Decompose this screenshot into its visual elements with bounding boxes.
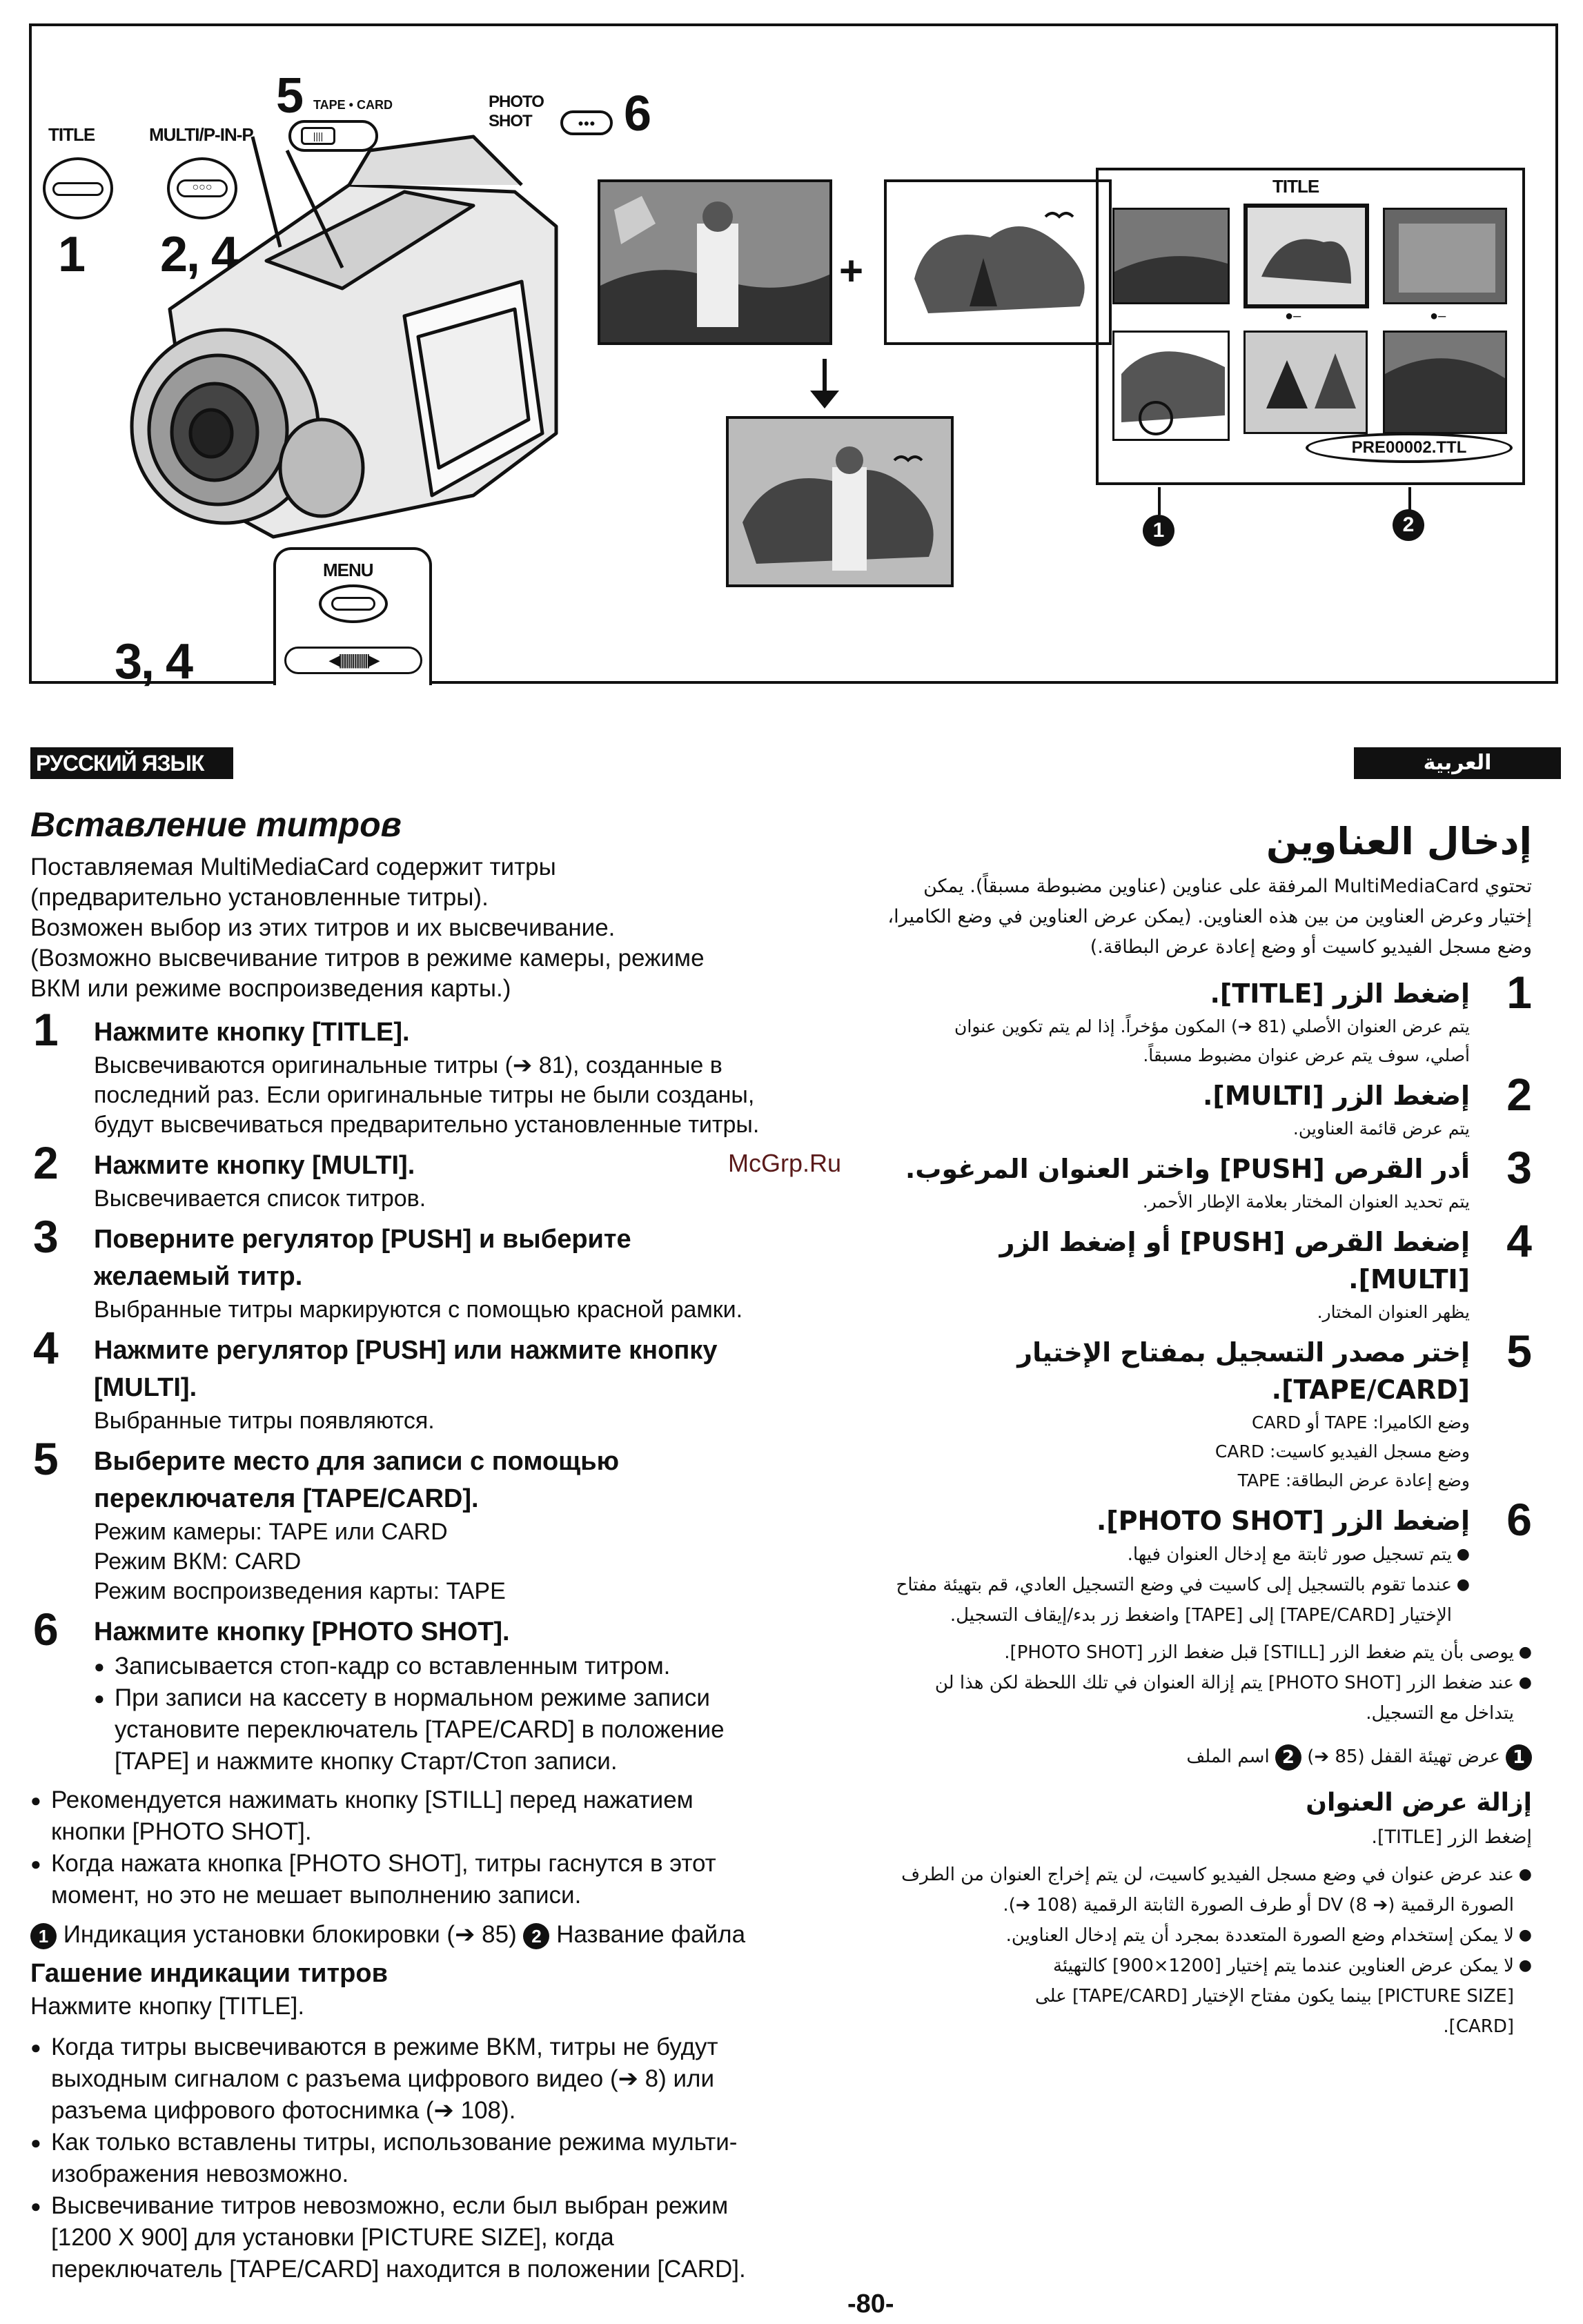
arabic-subsection-bullets bbox=[883, 1860, 1532, 2042]
step-heading: [TAPE/CARD]. bbox=[1271, 1375, 1470, 1405]
step-6 bbox=[30, 1604, 838, 1778]
russian-subsection-bullets bbox=[30, 2031, 838, 2285]
bullet-item bbox=[30, 2031, 838, 2127]
text-line: [1200 X 900] для установки [PICTURE SIZE], когда bbox=[51, 2224, 614, 2251]
step-number: 6 bbox=[1506, 1494, 1532, 1545]
text-line: إختيار وعرض العناوين من بين هذه العناوين. (يمكن عرض العناوين في وضع الكاميرا، bbox=[887, 906, 1532, 927]
text-line: ● يوصى بأن يتم ضغط الزر [STILL] قبل ضغط الزر [PHOTO SHOT]. bbox=[1004, 1642, 1514, 1663]
bullet-item bbox=[883, 1920, 1532, 1951]
page-number: -80- bbox=[847, 2289, 894, 2318]
plus-sign: + bbox=[839, 248, 864, 294]
step-description: последний раз. Если оригинальные титры не были созданы, bbox=[94, 1082, 755, 1108]
arabic-column bbox=[883, 818, 1532, 2042]
step-1 bbox=[883, 967, 1532, 1070]
tape-card-switch-label: TAPE • CARD bbox=[313, 98, 393, 112]
step-5 bbox=[883, 1326, 1532, 1495]
text-line: [CARD]. bbox=[1443, 2016, 1514, 2037]
title-graphic-photo bbox=[884, 179, 1112, 345]
menu-dial-callout bbox=[273, 547, 432, 685]
text-line: (Возможно высвечивание титров в режиме камеры, режиме bbox=[30, 945, 705, 972]
callout-1-icon: 1 bbox=[1143, 515, 1174, 546]
step-heading: Нажмите регулятор [PUSH] или нажмите кнопку bbox=[94, 1336, 718, 1365]
step-bullet bbox=[94, 1651, 838, 1682]
title-thumbnail bbox=[1243, 331, 1368, 434]
step-3 bbox=[883, 1142, 1532, 1217]
text-line: ● Когда нажата кнопка [PHOTO SHOT], титры гаснутся в этот bbox=[51, 1850, 716, 1877]
step-heading: Нажмите кнопку [MULTI]. bbox=[94, 1151, 415, 1180]
step-1 bbox=[30, 1004, 838, 1140]
step-3 bbox=[30, 1211, 838, 1325]
illustration-panel bbox=[29, 23, 1558, 689]
title-button-icon bbox=[43, 157, 113, 219]
step-heading: إضغط الزر [TITLE]. bbox=[1210, 978, 1470, 1009]
step-description: وضع الكاميرا: TAPE أو CARD bbox=[1251, 1412, 1470, 1432]
callout-2-icon: 2 bbox=[1393, 509, 1424, 541]
step-description: Режим камеры: TAPE или CARD bbox=[94, 1519, 448, 1545]
step-number: 3 bbox=[1506, 1142, 1532, 1193]
text-line: الإختيار [TAPE/CARD] إلى [TAPE] واضغط زر بدء/إيقاف التسجيل. bbox=[950, 1605, 1452, 1626]
step-number: 2 bbox=[1506, 1069, 1532, 1120]
step-number: 2 bbox=[33, 1137, 59, 1188]
step-6 bbox=[883, 1494, 1532, 1631]
lock-icon: ●– bbox=[1285, 308, 1301, 324]
step-number: 6 bbox=[33, 1604, 59, 1655]
push-dial-icon: ◀||||||||||||||||▶ bbox=[284, 647, 422, 674]
step-heading: Выберите место для записи с помощью bbox=[94, 1447, 620, 1476]
text-line: الصورة الرقمية DV (8 ➔) أو طرف الصورة الثابتة الرقمية (108 ➔). bbox=[1003, 1895, 1514, 1916]
legend-text-2: اسم الملف bbox=[1186, 1746, 1270, 1767]
step-description: يتم تحديد العنوان المختار بعلامة الإطار الأحمر. bbox=[1142, 1192, 1470, 1212]
bullet-item bbox=[883, 1668, 1532, 1729]
text-line: ● При записи на кассету в нормальном режиме записи bbox=[115, 1684, 710, 1711]
legend-circle-2: 2 bbox=[1275, 1744, 1301, 1771]
arabic-subsection-title: إزالة عرض العنوان bbox=[1306, 1789, 1532, 1817]
arabic-steps bbox=[883, 967, 1532, 1631]
text-line: ● Как только вставлены титры, использование режима мульти- bbox=[51, 2129, 738, 2156]
legend-text-1: عرض تهيئة القفل (85 ➔) bbox=[1307, 1746, 1500, 1767]
arabic-notes bbox=[883, 1637, 1532, 1729]
arabic-subsection-text: إضغط الزر [TITLE]. bbox=[1371, 1826, 1532, 1848]
step-heading: أدر القرص [PUSH] واختر العنوان المرغوب. bbox=[905, 1154, 1470, 1184]
step-description: وضع مسجل الفيديو كاسيت: CARD bbox=[1215, 1441, 1470, 1461]
text-line: ● يتم تسجيل صور ثابتة مع إدخال العنوان فيها. bbox=[1127, 1544, 1452, 1565]
text-line: ● Высвечивание титров невозможно, если был выбран режим bbox=[51, 2192, 729, 2219]
step-bullet bbox=[883, 1539, 1470, 1570]
arabic-intro bbox=[883, 872, 1532, 963]
bullet-item bbox=[883, 1637, 1532, 1668]
camcorder-illustration bbox=[115, 109, 611, 606]
text-line: وضع مسجل الفيديو كاسيت أو وضع إعادة عرض البطاقة.) bbox=[1090, 936, 1532, 958]
arabic-language-tab: العربية bbox=[1354, 747, 1561, 779]
watermark: McGrp.Ru bbox=[728, 1149, 842, 1177]
lock-icon: ●– bbox=[1430, 308, 1446, 324]
russian-notes bbox=[30, 1784, 838, 1911]
step-number: 1 bbox=[33, 1004, 59, 1055]
text-line: ● عند ضغط الزر [PHOTO SHOT] يتم إزالة العنوان في تلك اللحظة لكن هذا لن bbox=[934, 1673, 1514, 1693]
step-description: Выбранные титры появляются. bbox=[94, 1408, 435, 1434]
text-line: [TAPE] и нажмите кнопку Старт/Стоп записи. bbox=[115, 1748, 618, 1775]
step-number-5: 5 bbox=[276, 68, 303, 124]
bullet-item bbox=[883, 1951, 1532, 2042]
legend-circle-1: 1 bbox=[30, 1923, 57, 1949]
text-line: ● Рекомендуется нажимать кнопку [STILL] перед нажатием bbox=[51, 1786, 694, 1813]
step-heading: [MULTI]. bbox=[94, 1373, 197, 1402]
text-line: Поставляемая MultiMediaCard содержит титры bbox=[30, 854, 556, 880]
step-heading: Нажмите кнопку [TITLE]. bbox=[94, 1018, 410, 1047]
photo-shot-button-icon: ●●● bbox=[560, 110, 613, 135]
lock-indicator-circle bbox=[1139, 401, 1173, 435]
text-line: ВКМ или режиме воспроизведения карты.) bbox=[30, 975, 511, 1002]
step-number: 4 bbox=[1506, 1215, 1532, 1266]
text-line: разъема цифрового фотоснимка (➔ 108). bbox=[51, 2097, 516, 2124]
legend-circle-2: 2 bbox=[523, 1923, 549, 1949]
text-line: установите переключатель [TAPE/CARD] в положение bbox=[115, 1716, 725, 1743]
tape-card-switch-icon: |||| bbox=[288, 120, 378, 152]
text-line: кнопки [PHOTO SHOT]. bbox=[51, 1818, 312, 1845]
russian-section-title: Вставление титров bbox=[30, 805, 402, 844]
step-heading: переключателя [TAPE/CARD]. bbox=[94, 1484, 479, 1513]
menu-button-icon bbox=[319, 584, 388, 623]
photo-shot-label: PHOTO SHOT bbox=[489, 92, 544, 130]
step-description: يظهر العنوان المختار. bbox=[1317, 1302, 1470, 1322]
step-description: وضع إعادة عرض البطاقة: TAPE bbox=[1237, 1470, 1470, 1490]
step-4 bbox=[883, 1215, 1532, 1327]
russian-subsection-text: Нажмите кнопку [TITLE]. bbox=[30, 1993, 305, 2020]
original-photo bbox=[598, 179, 832, 345]
text-line: ● عند عرض عنوان في وضع مسجل الفيديو كاسيت، لن يتم إخراج العنوان من الطرف bbox=[901, 1864, 1514, 1885]
text-line: ● Записывается стоп-кадр со вставленным титром. bbox=[115, 1653, 671, 1680]
multi-button-label: MULTI/P-IN-P bbox=[149, 124, 253, 145]
step-description: будут высвечиваться предварительно установленные титры. bbox=[94, 1112, 760, 1138]
title-list-heading: TITLE bbox=[1272, 176, 1319, 197]
russian-language-tab: РУССКИЙ ЯЗЫК bbox=[30, 747, 233, 779]
russian-steps bbox=[30, 1004, 838, 1778]
step-number-6: 6 bbox=[624, 86, 651, 141]
step-heading: Поверните регулятор [PUSH] и выберите bbox=[94, 1225, 631, 1254]
text-line: выходным сигналом с разъема цифрового видео (➔ 8) или bbox=[51, 2065, 715, 2092]
text-line: переключатель [TAPE/CARD] находится в положении [CARD]. bbox=[51, 2256, 746, 2283]
callout-line bbox=[1158, 487, 1161, 515]
title-thumbnail bbox=[1383, 208, 1507, 304]
down-arrow-icon bbox=[810, 391, 839, 408]
title-button-label: TITLE bbox=[48, 124, 95, 145]
step-number: 5 bbox=[1506, 1326, 1532, 1377]
legend-circle-1: 1 bbox=[1506, 1744, 1532, 1771]
bullet-item bbox=[30, 1848, 838, 1911]
title-thumbnail bbox=[1383, 331, 1507, 434]
step-description: أصلي، سوف يتم عرض عنوان مضبوط مسبقاً. bbox=[1143, 1045, 1470, 1065]
step-description: Высвечиваются оригинальные титры (➔ 81), созданные в bbox=[94, 1052, 722, 1079]
step-heading: إضغط الزر [MULTI]. bbox=[1203, 1081, 1470, 1111]
step-description: Выбранные титры маркируются с помощью красной рамки. bbox=[94, 1297, 743, 1323]
legend-text-2: Название файла bbox=[556, 1921, 746, 1948]
text-line: ● Когда титры высвечиваются в режиме ВКМ, титры не будут bbox=[51, 2034, 718, 2060]
step-heading: Нажмите кнопку [PHOTO SHOT]. bbox=[94, 1617, 510, 1646]
bullet-item bbox=[30, 2127, 838, 2190]
bullet-item bbox=[30, 1784, 838, 1848]
text-line: Возможен выбор из этих титров и их высвечивание. bbox=[30, 914, 616, 941]
composite-photo bbox=[726, 416, 954, 587]
step-number: 1 bbox=[1506, 967, 1532, 1018]
text-line: يتداخل مع التسجيل. bbox=[1366, 1703, 1514, 1724]
step-number: 3 bbox=[33, 1211, 59, 1262]
title-list-screen bbox=[1096, 168, 1525, 485]
russian-intro bbox=[30, 852, 838, 1004]
step-2 bbox=[883, 1069, 1532, 1143]
file-name-label: PRE00002.TTL bbox=[1306, 433, 1513, 463]
step-number: 4 bbox=[33, 1322, 59, 1373]
text-line: ● لا يمكن عرض العناوين عندما يتم إختيار [1200×900] كالتهيئة bbox=[1053, 1956, 1514, 1976]
multi-button-icon: ○○○ bbox=[167, 157, 237, 219]
step-description: Режим ВКМ: CARD bbox=[94, 1548, 302, 1575]
arabic-section-title: إدخال العناوين bbox=[1266, 820, 1532, 863]
legend-text-1: Индикация установки блокировки (➔ 85) bbox=[63, 1921, 517, 1948]
step-heading: желаемый титр. bbox=[94, 1262, 303, 1291]
text-line: تحتوي MultiMediaCard المرفقة على عناوين (عناوين مضبوطة مسبقاً). يمكن bbox=[923, 876, 1532, 897]
russian-legend bbox=[30, 1918, 838, 1951]
title-thumbnail-selected bbox=[1243, 204, 1369, 308]
text-line: ● لا يمكن إستخدام وضع الصورة المتعددة بمجرد أن يتم إدخال العناوين. bbox=[1005, 1925, 1514, 1946]
step-description: Высвечивается список титров. bbox=[94, 1185, 426, 1212]
step-bullet bbox=[94, 1682, 838, 1778]
russian-subsection-title: Гашение индикации титров bbox=[30, 1959, 388, 1988]
russian-column bbox=[30, 804, 838, 2285]
text-line: [PICTURE SIZE] بينما يكون مفتاح الإختيار [TAPE/CARD] على bbox=[1034, 1986, 1514, 2007]
step-4 bbox=[30, 1322, 838, 1436]
text-line: момент, но это не мешает выполнению записи. bbox=[51, 1882, 582, 1909]
arabic-legend bbox=[883, 1741, 1532, 1773]
down-arrow-shaft bbox=[823, 359, 827, 393]
step-heading: إختر مصدر التسجيل بمفتاح الإختيار bbox=[1017, 1337, 1470, 1368]
step-description: يتم عرض العنوان الأصلي (81 ➔) المكون مؤخراً. إذا لم يتم تكوين عنوان bbox=[954, 1016, 1470, 1036]
text-line: изображения невозможно. bbox=[51, 2160, 349, 2187]
title-thumbnail bbox=[1112, 208, 1230, 304]
step-number-2-4: 2, 4 bbox=[160, 227, 238, 282]
step-description: يتم عرض قائمة العناوين. bbox=[1292, 1119, 1470, 1139]
menu-label: MENU bbox=[323, 560, 373, 580]
step-bullet bbox=[883, 1570, 1470, 1631]
step-heading: إضغط الزر [PHOTO SHOT]. bbox=[1096, 1506, 1470, 1536]
step-number-3-4: 3, 4 bbox=[115, 634, 193, 689]
bullet-item bbox=[883, 1860, 1532, 1920]
bullet-item bbox=[30, 2190, 838, 2285]
step-number-1: 1 bbox=[58, 227, 85, 282]
text-line: (предварительно установленные титры). bbox=[30, 884, 489, 911]
step-description: Режим воспроизведения карты: TAPE bbox=[94, 1578, 506, 1604]
text-line: ● عندما تقوم بالتسجيل إلى كاسيت في وضع التسجيل العادي، قم بتهيئة مفتاح bbox=[896, 1575, 1452, 1595]
step-2 bbox=[30, 1137, 838, 1214]
step-heading: [MULTI]. bbox=[1348, 1264, 1470, 1294]
step-number: 5 bbox=[33, 1433, 59, 1484]
step-5 bbox=[30, 1433, 838, 1606]
step-heading: إضغط القرص [PUSH] أو إضغط الزر bbox=[999, 1227, 1470, 1257]
